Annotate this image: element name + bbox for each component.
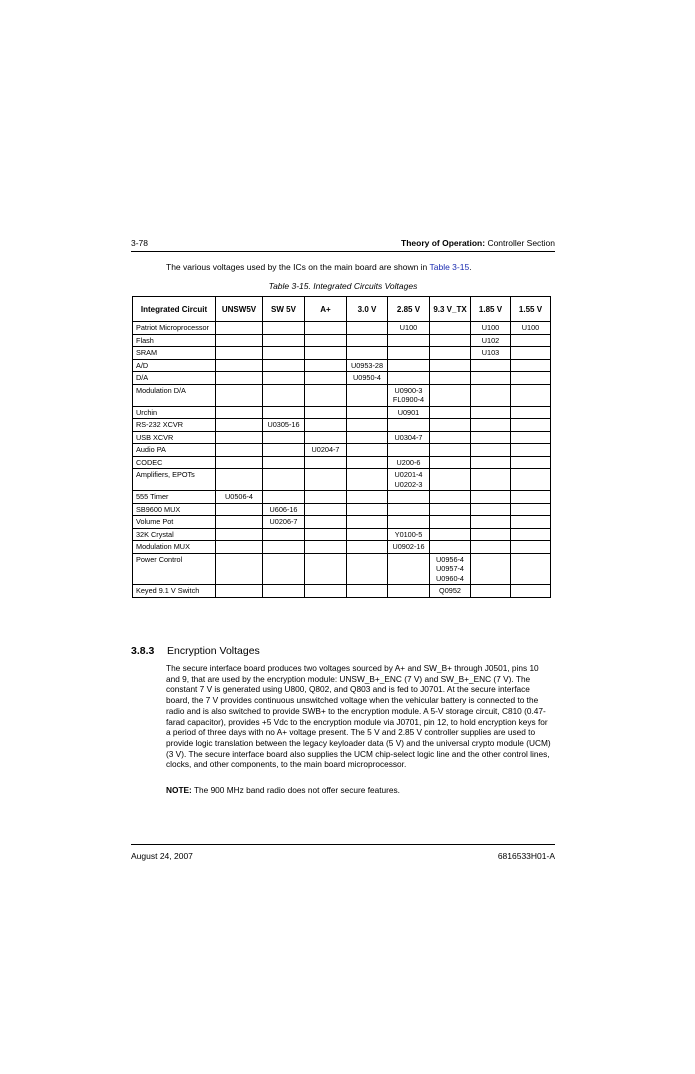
table-row [133, 503, 551, 516]
voltage-cell [471, 528, 511, 541]
table-row [133, 491, 551, 504]
voltage-cell [511, 541, 551, 554]
note-text: The 900 MHz band radio does not offer secure features. [191, 785, 400, 795]
voltage-cell [263, 491, 305, 504]
voltage-cell [511, 406, 551, 419]
voltage-cell [216, 334, 263, 347]
ic-name-cell: 555 Timer [133, 491, 216, 504]
voltage-cell [511, 444, 551, 457]
voltage-cell [216, 444, 263, 457]
voltage-cell [305, 553, 347, 585]
table-row [133, 334, 551, 347]
voltage-cell [216, 322, 263, 335]
voltage-cell [511, 456, 551, 469]
column-header: 1.85 V [471, 297, 511, 322]
ic-name-cell: Keyed 9.1 V Switch [133, 585, 216, 598]
ic-name-cell: Power Control [133, 553, 216, 585]
voltage-cell: U0950-4 [347, 372, 388, 385]
voltage-cell [511, 503, 551, 516]
voltage-cell [471, 585, 511, 598]
voltage-cell: U0900-3 FL0900-4 [388, 384, 430, 406]
voltage-cell: U0204-7 [305, 444, 347, 457]
section-number: 3.8.3 [131, 645, 155, 657]
voltage-cell [430, 431, 471, 444]
page-number: 3-78 [131, 238, 149, 248]
voltage-cell [347, 347, 388, 360]
column-header: 9.3 V_TX [430, 297, 471, 322]
ic-name-cell: SRAM [133, 347, 216, 360]
voltage-cell [305, 419, 347, 432]
voltage-cell [263, 456, 305, 469]
voltage-cell [263, 372, 305, 385]
voltage-cell [347, 384, 388, 406]
voltage-cell [347, 516, 388, 529]
voltage-cell [216, 456, 263, 469]
voltage-cell [388, 347, 430, 360]
voltage-cell [471, 553, 511, 585]
voltage-cell [511, 469, 551, 491]
voltage-cell [263, 469, 305, 491]
footer-rule [131, 844, 555, 845]
intro-suffix: . [469, 262, 472, 272]
table-row [133, 444, 551, 457]
voltage-cell [263, 322, 305, 335]
voltage-cell [471, 372, 511, 385]
voltage-cell: U100 [511, 322, 551, 335]
column-header: 2.85 V [388, 297, 430, 322]
voltage-cell [430, 491, 471, 504]
table-row [133, 359, 551, 372]
voltage-cell [216, 541, 263, 554]
table-row [133, 419, 551, 432]
voltage-cell: U0506-4 [216, 491, 263, 504]
voltage-cell [430, 384, 471, 406]
voltage-cell [430, 359, 471, 372]
ic-name-cell: Amplifiers, EPOTs [133, 469, 216, 491]
voltage-cell [216, 384, 263, 406]
voltage-cell: U102 [471, 334, 511, 347]
voltage-cell [511, 359, 551, 372]
voltage-cell [263, 384, 305, 406]
voltage-cell [347, 322, 388, 335]
voltage-cell [347, 541, 388, 554]
table-row [133, 322, 551, 335]
voltage-cell [263, 347, 305, 360]
voltage-cell [471, 419, 511, 432]
voltage-cell [511, 528, 551, 541]
table-caption: Table 3-15. Integrated Circuits Voltages [268, 281, 418, 291]
voltage-cell: U0956-4 U0957-4 U0960-4 [430, 553, 471, 585]
voltage-cell [471, 359, 511, 372]
intro-text: The various voltages used by the ICs on the main board are shown in [166, 262, 430, 272]
voltage-cell [430, 322, 471, 335]
voltage-cell [511, 347, 551, 360]
voltage-cell [388, 585, 430, 598]
section-body: The secure interface board produces two voltages sourced by A+ and SW_B+ through J0501, pins 10 and 9, that are used by the encryption module: UNSW_B+_ENC (7 V) and SW_B+_ENC (7 V). The constant 7 V is generated using U800, Q802, and Q803 and is fed to J0701. At the secure interface board, the 7 V provides continuous unswitched voltage when the vehicular battery is connected to the radio and is also switched to provide SWB+ to the encryption module. A 5-V storage circuit, C810 (0.47-farad capacitor), provides +5 Vdc to the encryption module via J0701, pin 12, to hold encryption keys for a period of three days with no A+ voltage present. The 5 V and 2.85 V controller supplies are used to provide logic translation between the legacy keyloader data (5 V) and the universal crypto module (UCM) (3 V). The secure interface board also supplies the UCM chip-select logic line and the other control lines, clocks, and other components, to the main board microprocessor. [166, 663, 551, 770]
ic-name-cell: Flash [133, 334, 216, 347]
table-row [133, 469, 551, 491]
note-label: NOTE: [166, 785, 192, 795]
voltage-cell [430, 469, 471, 491]
column-header: A+ [305, 297, 347, 322]
voltage-cell [216, 469, 263, 491]
voltage-cell [388, 334, 430, 347]
voltage-cell [388, 503, 430, 516]
voltage-cell [347, 419, 388, 432]
ic-name-cell: SB9600 MUX [133, 503, 216, 516]
voltage-cell [347, 406, 388, 419]
table-row [133, 406, 551, 419]
ic-name-cell: D/A [133, 372, 216, 385]
voltage-cell [216, 406, 263, 419]
voltage-cell [388, 444, 430, 457]
voltage-cell: U606-16 [263, 503, 305, 516]
voltage-cell [388, 419, 430, 432]
voltage-cell [305, 334, 347, 347]
voltage-cell [511, 334, 551, 347]
voltage-cell [347, 503, 388, 516]
footer-doc-number: 6816533H01-A [497, 851, 555, 861]
voltage-cell [471, 491, 511, 504]
voltage-cell: U0206-7 [263, 516, 305, 529]
voltage-cell [511, 491, 551, 504]
voltage-cell [471, 469, 511, 491]
voltage-cell [511, 372, 551, 385]
voltage-cell: U100 [388, 322, 430, 335]
voltage-cell [347, 553, 388, 585]
table-body [133, 322, 551, 598]
voltage-cell: U0201-4 U0202-3 [388, 469, 430, 491]
voltage-cell: U200-6 [388, 456, 430, 469]
voltage-cell [263, 431, 305, 444]
voltage-cell [347, 491, 388, 504]
voltage-cell [305, 456, 347, 469]
voltage-cell [471, 384, 511, 406]
voltage-cell [216, 359, 263, 372]
voltage-cell [305, 347, 347, 360]
ic-voltage-table [132, 296, 551, 598]
voltage-cell: Q0952 [430, 585, 471, 598]
voltage-cell [263, 528, 305, 541]
voltage-cell [305, 322, 347, 335]
section-title: Encryption Voltages [167, 645, 260, 657]
voltage-cell: U0305-16 [263, 419, 305, 432]
voltage-cell [430, 406, 471, 419]
voltage-cell [430, 444, 471, 457]
column-header: 1.55 V [511, 297, 551, 322]
voltage-cell [216, 528, 263, 541]
voltage-cell [305, 516, 347, 529]
voltage-cell [471, 541, 511, 554]
voltage-cell [263, 359, 305, 372]
ic-name-cell: CODEC [133, 456, 216, 469]
voltage-cell [305, 431, 347, 444]
voltage-cell [216, 553, 263, 585]
voltage-cell [430, 334, 471, 347]
voltage-cell [263, 334, 305, 347]
table-row [133, 456, 551, 469]
voltage-cell [216, 585, 263, 598]
column-header: Integrated Circuit [133, 297, 216, 322]
voltage-cell: Y0100-5 [388, 528, 430, 541]
voltage-cell [471, 516, 511, 529]
voltage-cell [305, 372, 347, 385]
table-row [133, 372, 551, 385]
voltage-cell [388, 491, 430, 504]
column-header: UNSW5V [216, 297, 263, 322]
voltage-cell [305, 359, 347, 372]
voltage-cell [511, 585, 551, 598]
table-row [133, 516, 551, 529]
table-cross-reference-link[interactable]: Table 3-15 [429, 262, 470, 272]
ic-name-cell: Modulation D/A [133, 384, 216, 406]
voltage-cell [305, 384, 347, 406]
voltage-cell [216, 419, 263, 432]
intro-paragraph [166, 262, 472, 272]
table-row [133, 384, 551, 406]
table-row [133, 528, 551, 541]
ic-name-cell: 32K Crystal [133, 528, 216, 541]
section-heading [131, 645, 260, 657]
voltage-cell [430, 541, 471, 554]
voltage-cell [305, 528, 347, 541]
header-title-bold: Theory of Operation: [401, 238, 486, 248]
voltage-cell [347, 456, 388, 469]
voltage-cell [347, 528, 388, 541]
voltage-cell [511, 384, 551, 406]
footer-date: August 24, 2007 [131, 851, 193, 861]
voltage-cell [263, 406, 305, 419]
voltage-cell [430, 456, 471, 469]
voltage-cell [263, 444, 305, 457]
voltage-cell [347, 444, 388, 457]
ic-name-cell: Volume Pot [133, 516, 216, 529]
voltage-cell [305, 585, 347, 598]
voltage-cell: U0304-7 [388, 431, 430, 444]
running-header [401, 238, 555, 248]
voltage-cell [347, 334, 388, 347]
ic-name-cell: USB XCVR [133, 431, 216, 444]
voltage-cell [216, 431, 263, 444]
voltage-cell [430, 347, 471, 360]
voltage-cell [471, 503, 511, 516]
ic-name-cell: RS-232 XCVR [133, 419, 216, 432]
voltage-cell [388, 553, 430, 585]
voltage-cell [430, 516, 471, 529]
ic-name-cell: A/D [133, 359, 216, 372]
voltage-cell: U100 [471, 322, 511, 335]
voltage-cell [263, 585, 305, 598]
voltage-cell [216, 503, 263, 516]
voltage-cell [216, 347, 263, 360]
ic-name-cell: Modulation MUX [133, 541, 216, 554]
voltage-cell [216, 516, 263, 529]
header-rule [131, 251, 555, 252]
voltage-cell [430, 503, 471, 516]
voltage-cell: U0953-28 [347, 359, 388, 372]
column-header: SW 5V [263, 297, 305, 322]
voltage-cell [347, 585, 388, 598]
voltage-cell [347, 431, 388, 444]
voltage-cell: U0902-16 [388, 541, 430, 554]
voltage-cell [388, 359, 430, 372]
voltage-cell [511, 431, 551, 444]
voltage-cell: U0901 [388, 406, 430, 419]
voltage-cell [471, 444, 511, 457]
note [166, 785, 552, 795]
table-header-row [133, 297, 551, 322]
voltage-cell [430, 419, 471, 432]
voltage-cell [305, 541, 347, 554]
voltage-cell [388, 516, 430, 529]
voltage-cell [305, 406, 347, 419]
column-header: 3.0 V [347, 297, 388, 322]
ic-name-cell: Patriot Microprocessor [133, 322, 216, 335]
voltage-cell [388, 372, 430, 385]
table-row [133, 585, 551, 598]
voltage-cell [471, 431, 511, 444]
voltage-cell [216, 372, 263, 385]
voltage-cell [263, 541, 305, 554]
voltage-cell [511, 419, 551, 432]
table-row [133, 541, 551, 554]
voltage-cell [305, 469, 347, 491]
voltage-cell [305, 491, 347, 504]
voltage-cell [471, 456, 511, 469]
voltage-cell [511, 553, 551, 585]
table-row [133, 431, 551, 444]
voltage-cell [347, 469, 388, 491]
voltage-cell [305, 503, 347, 516]
voltage-cell [263, 553, 305, 585]
voltage-cell [430, 528, 471, 541]
table-row [133, 553, 551, 585]
ic-name-cell: Urchin [133, 406, 216, 419]
voltage-cell [471, 406, 511, 419]
table-row [133, 347, 551, 360]
voltage-cell [511, 516, 551, 529]
voltage-cell: U103 [471, 347, 511, 360]
header-title-rest: Controller Section [485, 238, 555, 248]
voltage-cell [430, 372, 471, 385]
ic-name-cell: Audio PA [133, 444, 216, 457]
